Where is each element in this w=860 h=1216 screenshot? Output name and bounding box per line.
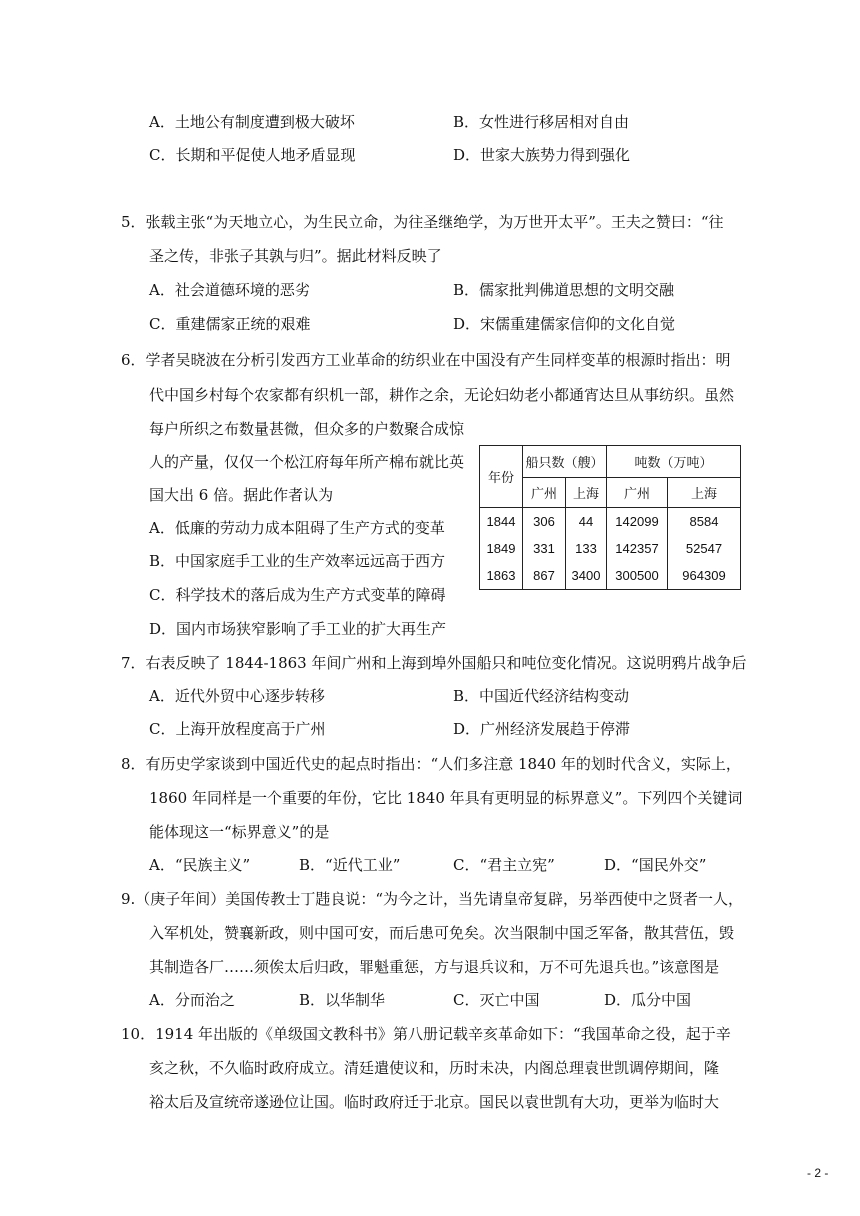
q5-option-c: C．重建儒家正统的艰难 <box>149 315 311 333</box>
q6-stem-line-5: 国大出 6 倍。据此作者认为 <box>149 486 334 504</box>
q4-option-c: C．长期和平促使人地矛盾显现 <box>149 146 356 164</box>
table-cell: 142357 <box>607 535 668 562</box>
q8-option-a: A．“民族主义” <box>149 856 251 874</box>
table-subheader-guangzhou-ships: 广州 <box>523 478 566 508</box>
q9-stem-line-3: 其制造各厂……须俟太后归政，罪魁重惩，方与退兵议和，万不可先退兵也。”该意图是 <box>149 958 720 976</box>
q8-option-d: D．“国民外交” <box>604 856 707 874</box>
q9-option-a: A．分而治之 <box>149 991 235 1009</box>
q4-option-b: B．女性进行移居相对自由 <box>453 113 630 131</box>
q10-stem-line-3: 裕太后及宣统帝遂逊位让国。临时政府迁于北京。国民以袁世凯有大功，更举为临时大 <box>149 1093 720 1111</box>
q5-option-b: B．儒家批判佛道思想的文明交融 <box>453 281 675 299</box>
table-subheader-guangzhou-tons: 广州 <box>607 478 668 508</box>
q6-stem-line-1: 6．学者吴晓波在分析引发西方工业革命的纺织业在中国没有产生同样变革的根源时指出：明 <box>121 351 731 369</box>
table-row <box>480 535 741 562</box>
q10-stem-line-2: 亥之秋，不久临时政府成立。清廷遣使议和，历时未决，内阁总理袁世凯调停期间，隆 <box>149 1059 720 1077</box>
q5-stem-line-2: 圣之传，非张子其孰与归”。据此材料反映了 <box>149 247 442 265</box>
q5-option-d: D．宋儒重建儒家信仰的文化自觉 <box>453 315 676 333</box>
q6-option-c: C．科学技术的落后成为生产方式变革的障碍 <box>149 586 446 604</box>
q7-option-d: D．广州经济发展趋于停滞 <box>453 720 631 738</box>
table-header-year: 年份 <box>480 446 523 508</box>
q9-option-d: D．瓜分中国 <box>604 991 692 1009</box>
table-cell: 1863 <box>480 562 523 590</box>
table-cell: 300500 <box>607 562 668 590</box>
table-cell: 964309 <box>668 562 741 590</box>
q8-option-c: C．“君主立宪” <box>453 856 555 874</box>
q6-stem-line-3: 每户所织之布数量甚微，但众多的户数聚合成惊 <box>149 420 465 438</box>
q9-option-b: B．以华制华 <box>299 991 386 1009</box>
q10-stem-line-1: 10．1914 年出版的《单级国文教科书》第八册记载辛亥革命如下：“我国革命之役，起于辛 <box>121 1025 731 1043</box>
q4-option-a: A．土地公有制度遭到极大破坏 <box>149 113 355 131</box>
q9-stem-line-1: 9.（庚子年间）美国传教士丁韪良说：“为今之计，当先请皇帝复辟，另举西使中之贤者一人， <box>121 890 743 908</box>
q7-option-c: C．上海开放程度高于广州 <box>149 720 326 738</box>
q8-stem-line-1: 8．有历史学家谈到中国近代史的起点时指出：“人们多注意 1840 年的划时代含义，实际上， <box>121 755 741 773</box>
q9-option-c: C．灭亡中国 <box>453 991 540 1009</box>
q8-stem-line-2: 1860 年同样是一个重要的年份，它比 1840 年具有更明显的标界意义”。下列四个关键词 <box>149 789 743 807</box>
table-cell: 867 <box>523 562 566 590</box>
q7-option-a: A．近代外贸中心逐步转移 <box>149 687 325 705</box>
q9-stem-line-2: 入军机处，赞襄新政，则中国可安，而后患可免矣。次当限制中国乏军备，散其营伍，毁 <box>149 924 735 942</box>
table-cell: 3400 <box>566 562 607 590</box>
table-row <box>480 562 741 590</box>
q7-option-b: B．中国近代经济结构变动 <box>453 687 630 705</box>
q4-option-d: D．世家大族势力得到强化 <box>453 146 631 164</box>
table-header-tons: 吨数（万吨） <box>607 446 741 478</box>
q8-stem-line-3: 能体现这一“标界意义”的是 <box>149 823 330 841</box>
q7-stem-line-1: 7．右表反映了 1844-1863 年间广州和上海到埠外国船只和吨位变化情况。这说明鸦片战争后 <box>121 654 747 672</box>
table-header-ships: 船只数（艘） <box>523 446 607 478</box>
page-number: - 2 - <box>807 1166 829 1180</box>
table-cell: 52547 <box>668 535 741 562</box>
table-subheader-shanghai-tons: 上海 <box>668 478 741 508</box>
q6-option-b: B．中国家庭手工业的生产效率远远高于西方 <box>149 552 446 570</box>
ship-tonnage-table <box>479 445 741 590</box>
table-cell: 331 <box>523 535 566 562</box>
table-row <box>480 508 741 536</box>
table-cell: 44 <box>566 508 607 536</box>
table-cell: 306 <box>523 508 566 536</box>
table-cell: 8584 <box>668 508 741 536</box>
table-cell: 133 <box>566 535 607 562</box>
q6-option-d: D．国内市场狭窄影响了手工业的扩大再生产 <box>149 620 447 638</box>
table-subheader-shanghai-ships: 上海 <box>566 478 607 508</box>
q5-stem-line-1: 5．张载主张“为天地立心，为生民立命，为往圣继绝学，为万世开太平”。王夫之赞曰：“往 <box>121 213 724 231</box>
q6-option-a: A．低廉的劳动力成本阻碍了生产方式的变革 <box>149 519 445 537</box>
q6-stem-line-4: 人的产量，仅仅一个松江府每年所产棉布就比英 <box>149 453 465 471</box>
q8-option-b: B．“近代工业” <box>299 856 401 874</box>
table-cell: 1849 <box>480 535 523 562</box>
table-cell: 1844 <box>480 508 523 536</box>
q5-option-a: A．社会道德环境的恶劣 <box>149 281 310 299</box>
table-cell: 142099 <box>607 508 668 536</box>
q6-stem-line-2: 代中国乡村每个农家都有织机一部，耕作之余，无论妇幼老小都通宵达旦从事纺织。虽然 <box>149 386 735 404</box>
